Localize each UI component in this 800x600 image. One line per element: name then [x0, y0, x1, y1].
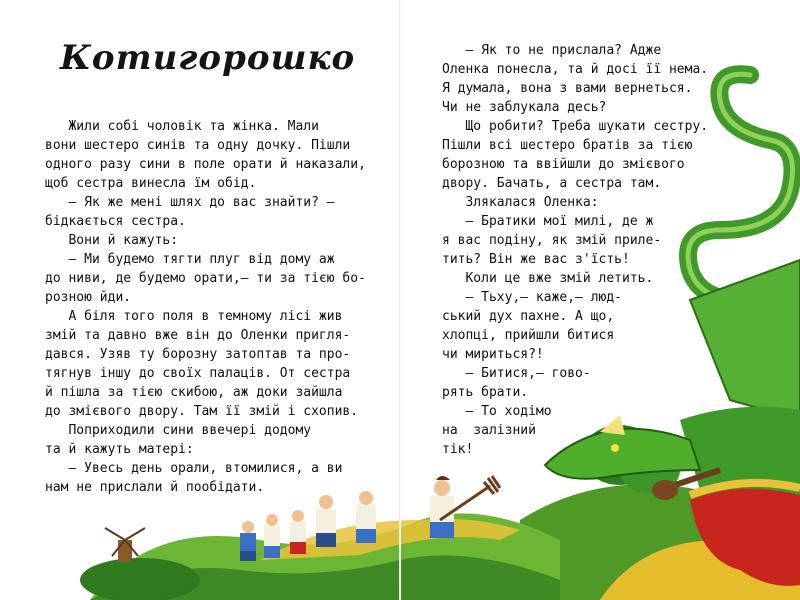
- text-line: Поприходили сини ввечері додому: [45, 423, 312, 438]
- right-column-text: [442, 41, 742, 459]
- brother-6: [430, 476, 454, 538]
- hill-left-front: [90, 556, 560, 600]
- text-line: двору. Бачать, а сестра там.: [442, 176, 662, 191]
- text-line: — Увесь день орали, втомилися, а ви: [45, 461, 343, 476]
- windmill-body: [118, 540, 132, 562]
- text-line: нам не прислали й пообідати.: [45, 480, 265, 495]
- hill-left-back: [90, 513, 560, 600]
- text-line: — Братики мої милі, де ж: [442, 214, 654, 229]
- text-line: — Ми будемо тягти плуг від дому аж: [45, 252, 335, 267]
- field-bush: [80, 558, 200, 600]
- belt: [690, 483, 800, 495]
- text-line: ський дух пахне. А що,: [442, 309, 615, 324]
- text-line: Що робити? Треба шукати сестру.: [442, 119, 709, 134]
- pitchfork: [440, 476, 500, 520]
- brother-3: [290, 510, 306, 554]
- text-line: та й кажуть матері:: [45, 442, 194, 457]
- text-line: й пішла за тією скибою, аж доки зайшла: [45, 385, 343, 400]
- page-title: Котигорошко: [60, 38, 356, 78]
- text-line: хлопці, прийшли битися: [442, 328, 615, 343]
- brother-1: [240, 521, 256, 561]
- club-head: [652, 480, 678, 500]
- text-line: я вас подіну, як змій приле-: [442, 233, 662, 248]
- text-line: А біля того поля в темному лісі жив: [45, 309, 343, 324]
- text-line: — Як же мені шлях до вас знайти? —: [45, 195, 335, 210]
- text-line: тить? Він же вас з'їсть!: [442, 252, 630, 267]
- text-line: Жили собі чоловік та жінка. Мали: [45, 119, 319, 134]
- text-line: Вони й кажуть:: [45, 233, 179, 248]
- brother-2: [264, 514, 280, 558]
- text-line: Оленка понесла, та й досі її нема.: [442, 62, 709, 77]
- windmill-blades: [105, 528, 145, 556]
- text-line: тягнув іншу до своїх палаців. От сестра: [45, 366, 351, 381]
- text-line: чи мириться?!: [442, 347, 544, 362]
- text-line: бідкається сестра.: [45, 214, 186, 229]
- text-line: Коли це вже змій летить.: [442, 271, 654, 286]
- text-line: Пішли всі шестеро братів за тією: [442, 138, 693, 153]
- text-line: Злякалася Оленка:: [442, 195, 599, 210]
- text-line: одного разу сини в поле орати й наказали,: [45, 157, 366, 172]
- text-line: борозною та ввійшли до змієвого: [442, 157, 685, 172]
- text-line: — То ходімо: [442, 404, 552, 419]
- furrow-path: [260, 519, 520, 560]
- text-line: до змієвого двору. Там її змій і схопив.: [45, 404, 359, 419]
- text-line: до ниви, де будемо орати,— ти за тією бо-: [45, 271, 366, 286]
- text-line: Чи не заблукала десь?: [442, 100, 607, 115]
- brother-4: [316, 495, 336, 547]
- red-pants: [690, 489, 800, 586]
- text-line: — Тьху,— каже,— люд-: [442, 290, 623, 305]
- brother-5: [356, 491, 376, 543]
- text-line: дався. Узяв ту борозну затоптав та про-: [45, 347, 351, 362]
- text-line: Я думала, вона з вами вернеться.: [442, 81, 693, 96]
- text-line: — Битися,— гово-: [442, 366, 591, 381]
- left-column-text: [45, 117, 365, 497]
- text-line: тік!: [442, 442, 474, 457]
- text-line: вони шестеро синів та одну дочку. Пішли: [45, 138, 351, 153]
- hill-yellow: [600, 540, 800, 600]
- text-line: змій та давно вже він до Оленки пригля-: [45, 328, 351, 343]
- text-line: на залізний: [442, 423, 536, 438]
- text-line: — Як то не прислала? Адже: [442, 43, 662, 58]
- club-handle: [660, 470, 720, 490]
- text-line: рять брати.: [442, 385, 529, 400]
- text-line: щоб сестра винесла їм обід.: [45, 176, 257, 191]
- hill-right: [520, 470, 800, 600]
- page-spine: [399, 0, 401, 600]
- text-line: розною йди.: [45, 290, 132, 305]
